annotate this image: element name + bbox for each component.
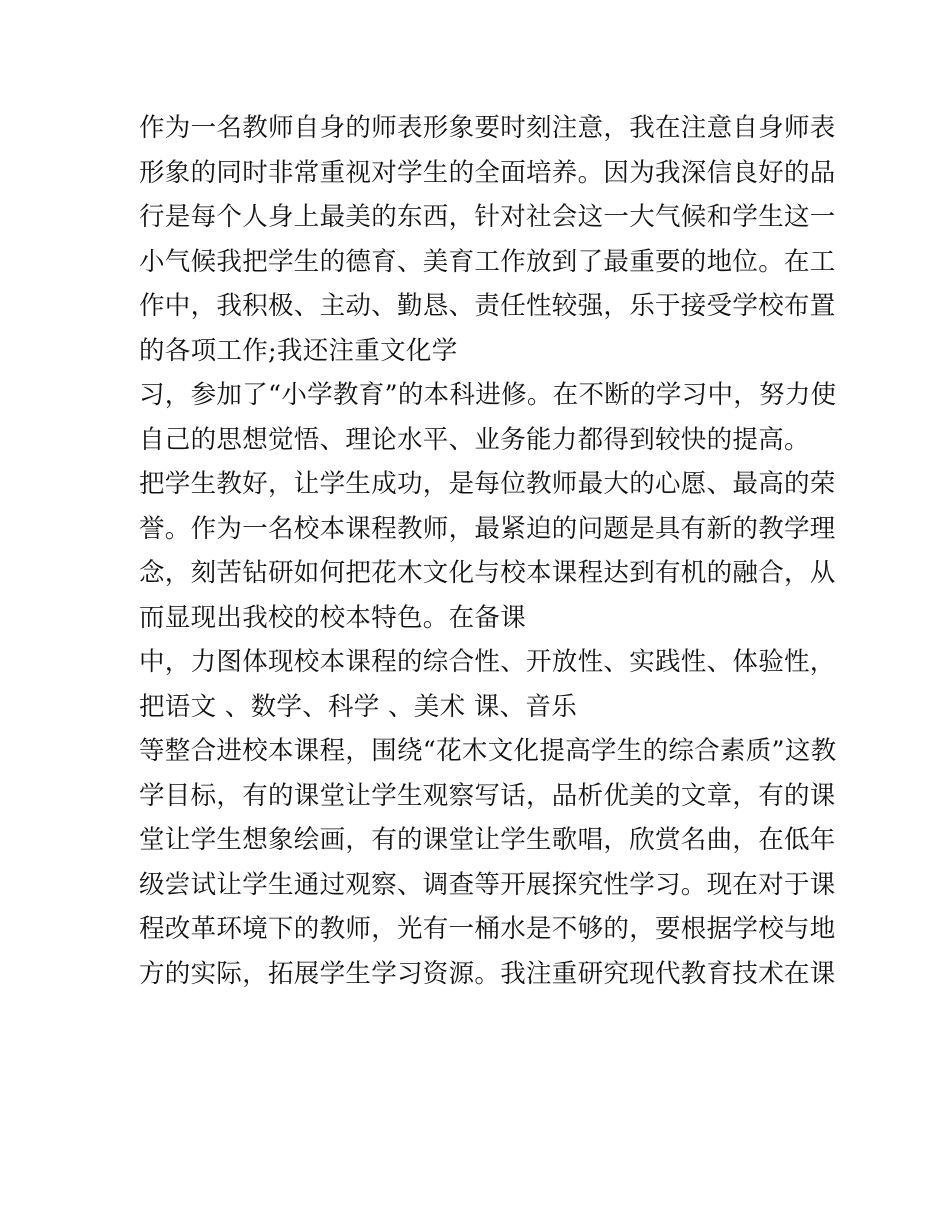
text-line: 行是每个人身上最美的东西，针对社会这一大气候和学生这一 — [139, 202, 836, 232]
text-line: 作中，我积极、主动、勤恳、责任性较强，乐于接受学校布置 — [139, 291, 836, 321]
text-line: 堂让学生想象绘画，有的课堂让学生歌唱，欣赏名曲，在低年 — [139, 825, 836, 855]
text-line: 程改革环境下的教师，光有一桶水是不够的，要根据学校与地 — [139, 914, 836, 944]
text-line: 把语文 、数学、科学 、美术 课、音乐 — [139, 691, 578, 722]
text-line: 而显现出我校的校本特色。在备课 — [139, 602, 527, 633]
text-line: 方的实际，拓展学生学习资源。我注重研究现代教育技术在课 — [139, 958, 836, 989]
text-line: 学目标，有的课堂让学生观察写话，品析优美的文章，有的课 — [139, 780, 836, 811]
text-line: 自己的思想觉悟、理论水平、业务能力都得到较快的提高。 — [139, 424, 810, 455]
text-line: 念，刻苦钻研如何把花木文化与校本课程达到有机的融合，从 — [139, 558, 836, 588]
text-line: 小气候我把学生的德育、美育工作放到了最重要的地位。在工 — [139, 246, 836, 277]
text-line: 级尝试让学生通过观察、调查等开展探究性学习。现在对于课 — [139, 869, 836, 900]
text-line: 等整合进校本课程，围绕“花木文化提高学生的综合素质”这教 — [139, 736, 837, 766]
text-line: 形象的同时非常重视对学生的全面培养。因为我深信良好的品 — [139, 157, 836, 188]
text-line: 作为一名教师自身的师表形象要时刻注意，我在注意自身师表 — [139, 113, 836, 143]
text-line: 的各项工作;我还注重文化学 — [139, 335, 458, 366]
text-line: 把学生教好，让学生成功，是每位教师最大的心愿、最高的荣 — [139, 469, 836, 499]
text-line: 誉。作为一名校本课程教师，最紧迫的问题是具有新的教学理 — [139, 513, 836, 544]
text-line: 中，力图体现校本课程的综合性、开放性、实践性、体验性， — [139, 647, 836, 677]
body-text — [139, 106, 839, 996]
text-line: 习，参加了“小学教育”的本科进修。在不断的学习中，努力使 — [139, 380, 837, 410]
